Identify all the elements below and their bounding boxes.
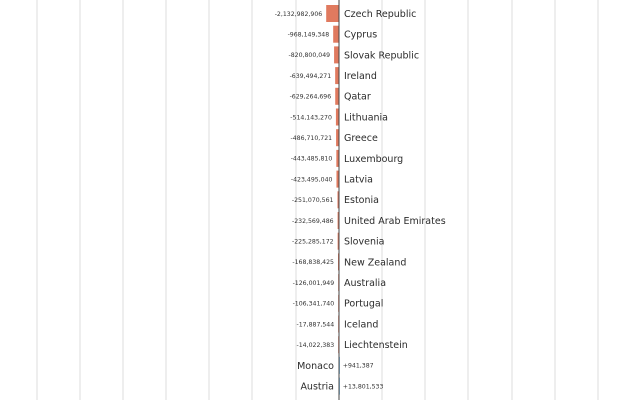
value-label-10: -232,569,486 (291, 217, 334, 225)
value-label-12: -168,838,425 (292, 259, 334, 267)
value-label-3: -639,494,271 (289, 72, 332, 80)
category-label-3: Ireland (344, 71, 377, 82)
category-label-1: Cyprus (344, 29, 378, 41)
value-label-18: +13,801,533 (342, 383, 384, 391)
bar-4 (335, 88, 339, 105)
bar-3 (335, 67, 339, 84)
category-label-10: United Arab Emirates (344, 215, 446, 227)
category-label-8: Latvia (344, 174, 373, 186)
value-label-2: -820,800,049 (288, 52, 331, 60)
category-label-5: Lithuania (344, 112, 389, 124)
labels (275, 9, 446, 393)
category-label-12: New Zealand (344, 257, 407, 269)
bar-1 (333, 26, 339, 43)
category-label-15: Iceland (344, 319, 379, 331)
value-label-1: -968,149,348 (287, 31, 330, 39)
value-label-4: -629,264,696 (289, 93, 332, 101)
value-label-6: -486,710,721 (290, 135, 333, 142)
value-label-5: -514,143,270 (290, 114, 332, 122)
category-label-9: Estonia (344, 195, 379, 207)
category-label-2: Slovak Republic (344, 50, 420, 62)
value-label-7: -443,485,810 (290, 155, 333, 163)
category-label-13: Australia (344, 278, 387, 289)
value-label-9: -251,070,561 (291, 197, 334, 205)
value-label-16: -14,022,383 (296, 342, 335, 349)
category-label-7: Luxembourg (344, 153, 404, 165)
category-label-16: Liechtenstein (344, 340, 408, 352)
category-label-17: Monaco (297, 360, 334, 372)
value-label-15: -17,887,544 (296, 321, 335, 329)
value-label-0: -2,132,982,906 (274, 10, 323, 18)
value-label-17: +941,387 (342, 362, 374, 370)
value-label-14: -106,341,740 (292, 300, 335, 308)
bar-2 (334, 46, 339, 63)
category-label-4: Qatar (344, 91, 371, 103)
category-label-14: Portugal (344, 298, 384, 310)
category-label-6: Greece (344, 133, 378, 145)
category-label-18: Austria (300, 381, 334, 393)
value-label-13: -126,001,949 (292, 279, 335, 287)
bar-0 (326, 5, 339, 22)
value-label-8: -423,495,040 (290, 176, 333, 184)
value-label-11: -225,285,172 (291, 238, 334, 246)
category-label-0: Czech Republic (344, 8, 417, 20)
category-label-11: Slovenia (344, 236, 385, 248)
